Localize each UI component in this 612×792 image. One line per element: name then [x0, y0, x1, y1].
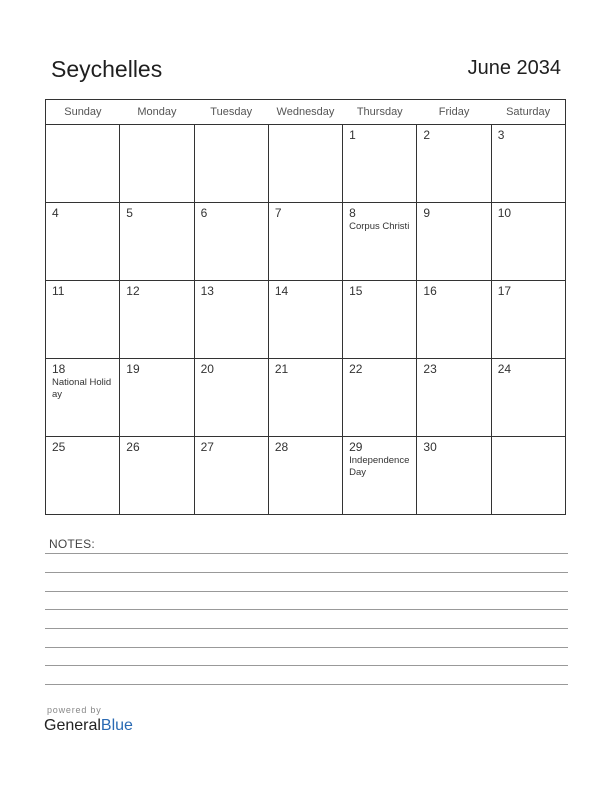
day-number: 23	[423, 362, 437, 376]
day-cell	[491, 281, 565, 359]
day-number: 13	[200, 284, 214, 298]
notes-label: NOTES:	[49, 537, 95, 551]
day-cell	[491, 125, 565, 203]
note-line	[45, 628, 568, 629]
day-number: 4	[52, 206, 59, 220]
day-cell	[491, 359, 565, 437]
day-cell	[194, 203, 268, 281]
day-cell	[343, 203, 417, 281]
week-row	[46, 359, 566, 437]
day-number: 18	[52, 362, 66, 376]
weekday-sunday: Sunday	[46, 100, 120, 125]
holiday-label: Corpus Christi	[349, 221, 410, 232]
brand-logo	[44, 717, 133, 735]
month-year-title: June 2034	[467, 57, 561, 79]
brand-blue: Blue	[100, 717, 133, 734]
note-line	[45, 647, 568, 648]
day-cell	[46, 437, 120, 515]
note-line	[45, 553, 568, 554]
day-number: 16	[423, 284, 437, 298]
day-number: 27	[200, 440, 214, 454]
day-number: 29	[349, 440, 363, 454]
day-number: 26	[126, 440, 140, 454]
day-cell	[194, 437, 268, 515]
brand-general: General	[44, 717, 101, 734]
day-number: 21	[274, 362, 289, 376]
note-line	[45, 665, 568, 666]
day-cell	[46, 281, 120, 359]
weekday-thursday: Thursday	[343, 100, 417, 125]
week-row	[46, 125, 566, 203]
day-number: 28	[274, 440, 289, 454]
day-number: 22	[349, 362, 363, 376]
day-cell	[268, 203, 342, 281]
day-number: 19	[126, 362, 140, 376]
day-number: 17	[497, 284, 512, 298]
weekday-friday: Friday	[417, 100, 491, 125]
weekday-tuesday: Tuesday	[194, 100, 268, 125]
day-cell	[343, 437, 417, 515]
day-cell	[343, 125, 417, 203]
day-number: 10	[497, 206, 512, 220]
day-number: 3	[497, 128, 505, 142]
day-number: 2	[423, 128, 431, 142]
day-cell	[120, 125, 194, 203]
day-cell	[343, 359, 417, 437]
week-row	[46, 281, 566, 359]
calendar-body	[46, 125, 566, 515]
day-cell	[417, 125, 491, 203]
day-number: 7	[274, 206, 282, 220]
day-cell	[268, 437, 342, 515]
day-cell	[194, 125, 268, 203]
day-cell	[417, 359, 491, 437]
note-line	[45, 572, 568, 573]
day-cell	[194, 359, 268, 437]
week-row	[46, 437, 566, 515]
day-number: 5	[126, 206, 133, 220]
weekday-saturday: Saturday	[491, 100, 565, 125]
day-number: 14	[274, 284, 289, 298]
note-line	[45, 684, 568, 685]
day-cell	[343, 281, 417, 359]
day-cell	[268, 281, 342, 359]
day-cell	[46, 359, 120, 437]
day-cell	[417, 437, 491, 515]
day-cell	[417, 281, 491, 359]
day-number: 24	[497, 362, 512, 376]
day-cell	[46, 203, 120, 281]
day-cell	[120, 359, 194, 437]
day-number: 15	[349, 284, 363, 298]
day-cell	[491, 203, 565, 281]
day-cell	[46, 125, 120, 203]
weekday-wednesday: Wednesday	[268, 100, 342, 125]
day-number: 30	[423, 440, 437, 454]
day-cell	[268, 359, 342, 437]
weekday-monday: Monday	[120, 100, 194, 125]
day-number: 1	[349, 128, 356, 142]
day-cell	[120, 203, 194, 281]
day-number: 11	[52, 284, 65, 298]
calendar-grid	[45, 99, 566, 515]
day-number: 12	[126, 284, 140, 298]
day-number: 8	[349, 206, 356, 220]
day-cell	[194, 281, 268, 359]
weekday-header-row	[46, 100, 566, 125]
day-cell	[491, 437, 565, 515]
day-number: 9	[423, 206, 431, 220]
day-number: 6	[200, 206, 208, 220]
week-row	[46, 203, 566, 281]
day-cell	[417, 203, 491, 281]
day-number: 25	[52, 440, 66, 454]
note-line	[45, 591, 568, 592]
day-cell	[120, 437, 194, 515]
day-cell	[268, 125, 342, 203]
holiday-label: National Holiday	[52, 377, 112, 400]
holiday-label: Independence Day	[349, 455, 410, 478]
country-title: Seychelles	[51, 56, 163, 82]
note-line	[45, 609, 568, 610]
day-number: 20	[200, 362, 214, 376]
day-cell	[120, 281, 194, 359]
powered-by-text: powered by	[47, 705, 102, 715]
